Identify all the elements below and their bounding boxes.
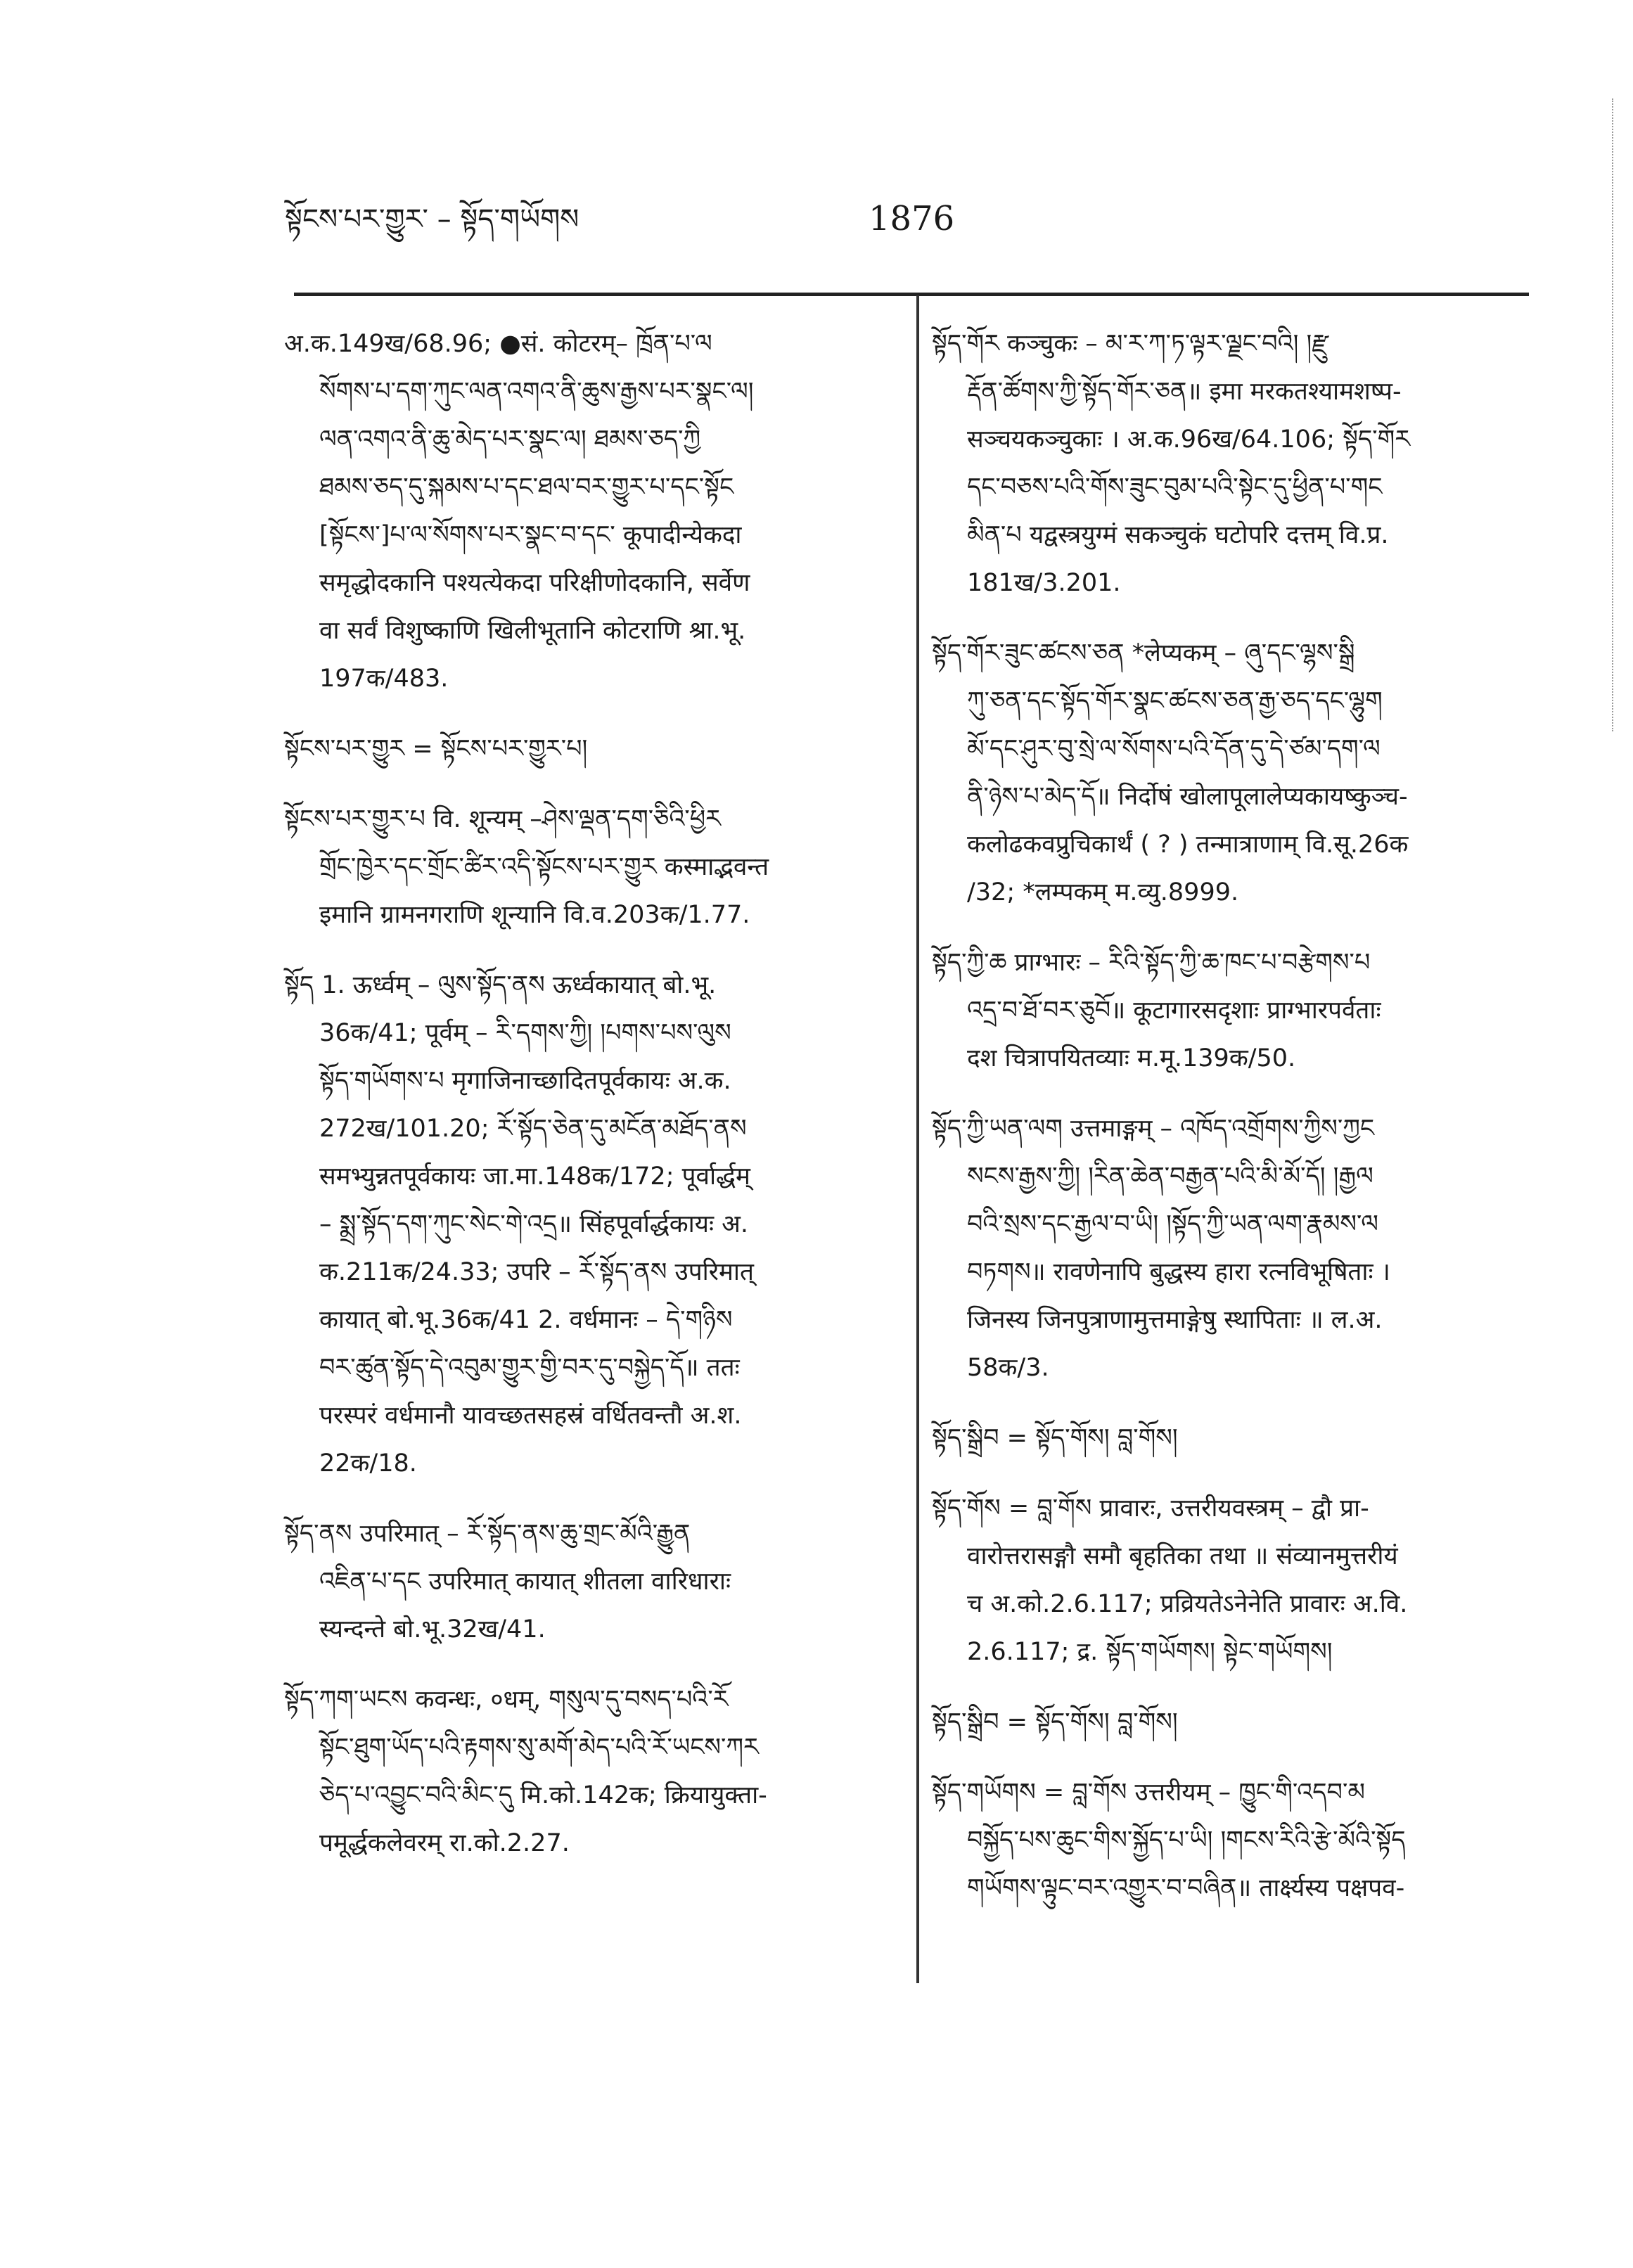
entry-text-line: འཇིན་པ་དང उपरिमात् कायात् शीतला वारिधाराः (319, 1568, 731, 1596)
entry-text-line: इमानि ग्रामनगराणि शून्यानि वि.व.203क/1.77. (319, 901, 750, 929)
dictionary-entry (932, 320, 1565, 607)
entry-text-line: ནི་ཉེས་པ་མེད་དོ॥ निर्दोषं खोलापूलालेप्यकायष्कुञ्च- (967, 783, 1408, 811)
dictionary-entry (284, 725, 903, 773)
dictionary-entry (284, 1676, 903, 1867)
page-number: 1876 (869, 199, 955, 238)
entry-headword-line: अ.क.149ख/68.96; ●सं. कोटरम्– ཁྲོན་པ་ལ (284, 330, 712, 358)
running-head-text: སྟོངས་པར་གྱུར་ – སྟོད་གཡོགས (285, 203, 579, 236)
entry-text-line: སྟོད་གཡོགས་པ मृगाजिनाच्छादितपूर्वकायः अ.क. (319, 1067, 731, 1095)
dictionary-entry (932, 939, 1565, 1082)
entry-headword-line: སྟོངས་པར་གྱུར་པ वि. शून्यम् –ཤེས་ལྡན་དག་ཅིའི་ཕྱིར (284, 805, 721, 833)
entry-headword-line: སྟོད་གཡོགས = བླ་གོས उत्तरीयम् – ཁྱུང་གི་འདབ་མ (932, 1779, 1365, 1807)
dictionary-entry (932, 1485, 1565, 1676)
entry-headword-line: སྟོད་ཀག་ཡངས कवन्धः, ०धम्, གསུལ་དུ་བསད་པའི་རོ (284, 1686, 729, 1714)
entry-text-line: སོགས་པ་དག་ཀུང་ལན་འགའ་ནི་ཆུས་རྒྱས་པར་སྣང་ལ། (319, 378, 754, 406)
entry-headword-line: སྟོད་གོས = བླ་གོས प्रावारः, उत्तरीयवस्त्रम् – द्वौ प्रा- (932, 1494, 1369, 1523)
entry-text-line: བཏགས॥ रावणेनापि बुद्धस्य हारा रत्नविभूषिताः । (967, 1258, 1390, 1286)
entry-text-line: स्यन्दन्ते बो.भू.32ख/41. (319, 1615, 546, 1644)
entry-text-line: दश चित्रापयितव्याः म.मू.139क/50. (967, 1044, 1296, 1072)
entry-text-line: ལན་འགའ་ནི་ཆུ་མེད་པར་སྣང་ལ། ཐམས་ཅད་ཀྱི (319, 425, 701, 454)
dictionary-entry (932, 1698, 1565, 1746)
entry-text-line: བར་ཚུན་སྟོད་དེ་འབུམ་གྱུར་གྱི་བར་དུ་བསྐྱེད་དོ॥ ततः (319, 1354, 740, 1382)
entry-text-line: कलोढकवप्रुचिकार्थं ( ? ) तन्मात्राणाम् वि.सू.26क (967, 831, 1409, 859)
right-column (932, 320, 1565, 1935)
entry-text-line: ཀུ་ཅན་དང་སྟོད་གོར་སྣང་ཚངས་ཅན་རྒྱ་ཅད་དང་ལྷུག (967, 687, 1383, 715)
dictionary-entry (284, 320, 903, 703)
dictionary-entry (932, 1414, 1565, 1462)
entry-headword-line: སྟོངས་པར་གྱུར = སྟོངས་པར་གྱུར་པ། (284, 735, 588, 763)
entry-headword-line: སྟོད་ཀྱི་ཡན་ལག उत्तमाङ्गम् – འཁོད་འགྲོགས་ཀྱིས་ཀྱང (932, 1115, 1375, 1143)
entry-text-line: परस्परं वर्धमानौ यावच्छतसहस्रं वर्धितवन्तौ अ.श. (319, 1402, 742, 1430)
header-rule (294, 293, 1529, 296)
entry-headword-line: སྟོད་སྒྲིབ = སྟོད་གོས། བླ་གོས། (932, 1708, 1178, 1736)
dictionary-entry (284, 1510, 903, 1653)
entry-headword-line: སྟོད་ཀྱི་ཆ प्राग्भारः – རིའི་སྟོད་ཀྱི་ཆ་ཁང་པ་བརྩེགས་པ (932, 949, 1371, 977)
entry-text-line: རྡོན་ཚོགས་ཀྱི་སྟོད་གོར་ཅན॥ इमा मरकतश्यामशष्प- (967, 378, 1402, 406)
entry-text-line: [སྟོངས་]པ་ལ་སོགས་པར་སྣང་བ་དང་ कूपादीन्येकदा (319, 521, 742, 549)
entry-text-line: कायात् बो.भू.36क/41 2. वर्धमानः – དེ་གཉིས (319, 1306, 733, 1334)
column-divider (916, 295, 919, 1983)
dictionary-entry (284, 961, 903, 1487)
entry-text-line: वा सर्वं विशुष्काणि खिलीभूतानि कोटराणि श्रा.भू. (319, 617, 746, 645)
entry-text-line: མོ་དང་ཤུར་བུ་སྲེ་ལ་སོགས་པའི་དོན་དུ་དེ་ཙམ་དག་ལ (967, 735, 1381, 763)
margin-scan-marks (1602, 98, 1613, 731)
running-head (285, 198, 1530, 255)
entry-text-line: /32; *लम्पकम् म.व्यु.8999. (967, 878, 1239, 906)
entry-text-line: བསྐྱོད་པས་ཆུང་གིས་སྐྱོད་པ་ཡི། །གངས་རིའི་རྩེ་མོའི་སྟོད (967, 1826, 1406, 1854)
entry-text-line: མིན་པ यद्वस्त्रयुग्मं सकञ्चुकं घटोपरि दत्तम् वि.प्र. (967, 521, 1389, 549)
entry-text-line: क.211क/24.33; उपरि – རོ་སྟོད་ནས उपरिमात् (319, 1258, 754, 1286)
entry-text-line: जिनस्य जिनपुत्राणामुत्तमाङ्गेषु स्थापिताः ॥ ल.अ. (967, 1306, 1383, 1334)
dictionary-entry (932, 1105, 1565, 1392)
entry-text-line: वारोत्तरासङ्गौ समौ बृहतिका तथा ॥ संव्यानमुत्तरीयं (967, 1542, 1398, 1570)
entry-text-line: 197क/483. (319, 665, 449, 693)
entry-text-line: 2.6.117; द्र. སྟོད་གཡོགས། སྟེང་གཡོགས། (967, 1638, 1333, 1666)
entry-headword-line: སྟོད་གོར कञ्चुकः – མ་ར་ཀ་ཏ་ལྟར་ལྗང་བའི། །རྫུ (932, 330, 1329, 358)
dictionary-entry (284, 795, 903, 939)
entry-text-line: च अ.को.2.6.117; प्रव्रियतेऽनेनेति प्रावारः अ.वि. (967, 1590, 1408, 1618)
entry-text-line: འདྲ་བ་ཐོ་བར་ཅུབོ॥ कूटागारसदृशाः प्राग्भारपर्वताः (967, 997, 1381, 1025)
entry-text-line: समृद्धोदकानि पश्यत्येकदा परिक्षीणोदकानि, सर्वेण (319, 569, 750, 597)
entry-text-line: ཐམས་ཅད་དུ་སྐམས་པ་དང་ཐལ་བར་གྱུར་པ་དང་སྟོང (319, 473, 734, 501)
dictionary-entry (932, 629, 1565, 916)
entry-text-line: – སྨྲ་སྟོད་དག་ཀུང་སེང་གེ་འདྲ॥ सिंहपूर्वार्द्धकायः अ. (319, 1210, 749, 1238)
entry-headword-line: སྟོད 1. ऊर्ध्वम् – ལུས་སྟོད་ནས ऊर्ध्वकायात् बो.भू. (284, 971, 717, 999)
entry-text-line: 181ख/3.201. (967, 569, 1121, 597)
entry-headword-line: སྟོད་གོར་ཟུང་ཚངས་ཅན *लेप्यकम् – ཞུ་དང་ལྷས་སྒྲི (932, 639, 1355, 667)
entry-text-line: 22क/18. (319, 1449, 417, 1478)
entry-text-line: समभ्युन्नतपूर्वकायः जा.मा.148क/172; पूर्वार्द्धम् (319, 1162, 750, 1191)
entry-text-line: བའི་སྲས་དང་རྒྱལ་བ་ཡི། །སྟོད་ཀྱི་ཡན་ལག་རྣམས་ལ (967, 1210, 1379, 1238)
entry-text-line: སངས་རྒྱས་ཀྱི། །རིན་ཆེན་བརྒྱན་པའི་མི་མོ་དོ། །རྒྱལ (967, 1162, 1373, 1191)
entry-text-line: སྟོང་ཐུག་ཡོད་པའི་རྟགས་སུ་མགོ་མེད་པའི་རོ་ཡངས་ཀར (319, 1734, 759, 1762)
entry-headword-line: སྟོད་སྒྲིབ = སྟོད་གོས། བླ་གོས། (932, 1424, 1178, 1452)
entry-text-line: 36क/41; पूर्वम् – རི་དགས་ཀྱི། །པགས་པས་ལུས (319, 1019, 731, 1047)
entry-text-line: གཡོགས་ལྟུང་བར་འགྱུར་བ་བཞིན॥ तार्क्ष्यस्य पक्षपव- (967, 1874, 1405, 1902)
entry-text-line: ཅེད་པ་འབྱུང་བའི་མིང་དུ मि.को.142क; क्रियायुक्ता- (319, 1781, 767, 1809)
left-column (284, 320, 903, 1890)
entry-text-line: सञ्चयकञ्चुकाः । अ.क.96ख/64.106; སྟོད་གོར (967, 425, 1411, 454)
entry-text-line: གྲོང་ཁྱེར་དང་གྲོང་ཚིར་འདི་སྟོངས་པར་གྱུར कस्माद्भवन्त (319, 853, 769, 881)
entry-headword-line: སྟོད་ནས उपरिमात् – རོ་སྟོད་ནས་ཆུ་གྲང་མོའི་རྒྱུན (284, 1520, 691, 1548)
entry-text-line: पमूर्द्धकलेवरम् रा.को.2.27. (319, 1829, 570, 1857)
entry-text-line: དང་བཅས་པའི་གོས་ཟུང་བུམ་པའི་སྟེང་དུ་ཕྱིན་པ་གང (967, 473, 1383, 501)
dictionary-entry (932, 1769, 1565, 1912)
entry-text-line: 58क/3. (967, 1354, 1049, 1382)
entry-text-line: 272ख/101.20; རོ་སྟོད་ཅེན་དུ་མངོན་མཐོད་ནས (319, 1115, 747, 1143)
